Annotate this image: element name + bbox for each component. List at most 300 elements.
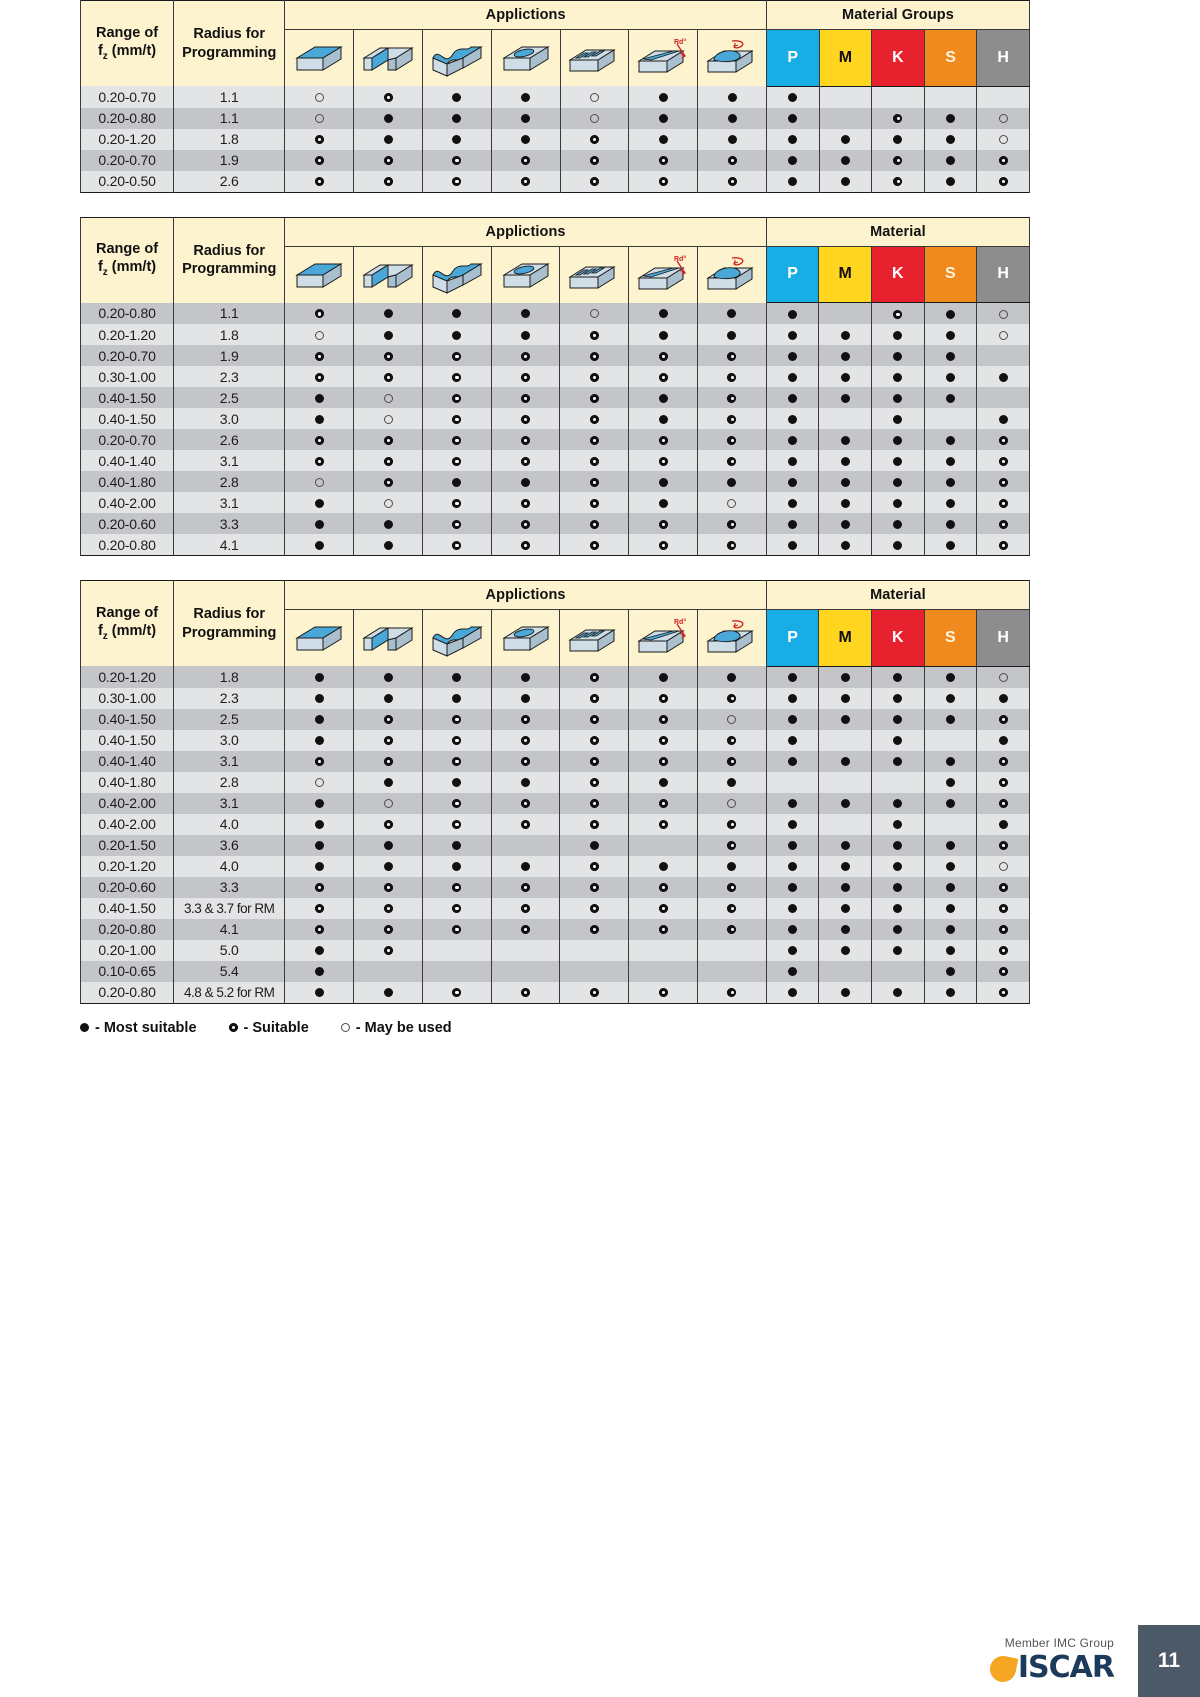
cell-material [872, 513, 925, 534]
mark-suitable [452, 499, 461, 508]
cell-application [422, 751, 491, 772]
mark-most-suitable [893, 352, 902, 361]
cell-application [491, 303, 560, 325]
cell-radius: 1.9 [174, 150, 285, 171]
cell-application [285, 814, 354, 835]
mark-most-suitable [521, 93, 530, 102]
mark-empty [841, 415, 850, 424]
cell-application [629, 324, 698, 345]
material-title: Material [766, 581, 1029, 610]
cell-application [698, 324, 767, 345]
mark-suitable [659, 373, 668, 382]
table-header-titles [81, 217, 1030, 246]
cell-application [491, 982, 560, 1004]
mark-may-be-used [727, 715, 736, 724]
mark-most-suitable [315, 415, 324, 424]
cell-application [698, 730, 767, 751]
cell-range: 0.40-2.00 [81, 814, 174, 835]
cell-radius: 3.1 [174, 450, 285, 471]
mark-most-suitable [999, 694, 1008, 703]
mark-most-suitable [659, 114, 668, 123]
mark-suitable [315, 757, 324, 766]
mark-most-suitable [659, 499, 668, 508]
mark-suitable [893, 156, 902, 165]
cell-application [491, 345, 560, 366]
mark-suitable [590, 177, 599, 186]
material-col-k: K [872, 30, 925, 87]
mark-suitable [727, 373, 736, 382]
cell-range: 0.20-1.00 [81, 940, 174, 961]
mark-most-suitable [893, 135, 902, 144]
cell-application [422, 150, 491, 171]
mark-most-suitable [893, 694, 902, 703]
mark-may-be-used [315, 331, 324, 340]
cell-application [491, 709, 560, 730]
cell-material [977, 150, 1030, 171]
cell-material [766, 513, 819, 534]
mark-most-suitable [521, 778, 530, 787]
table-row [81, 324, 1030, 345]
mark-most-suitable [841, 925, 850, 934]
cell-material [872, 303, 925, 325]
mark-suitable [452, 904, 461, 913]
pocket-milling-icon [491, 246, 560, 303]
cell-application [422, 450, 491, 471]
cell-application [354, 366, 423, 387]
cell-material [766, 814, 819, 835]
cell-application [354, 513, 423, 534]
cell-radius: 3.3 [174, 513, 285, 534]
mark-suitable [590, 331, 599, 340]
cell-application [560, 471, 629, 492]
cell-material [819, 856, 872, 877]
mark-most-suitable [384, 673, 393, 682]
cell-material [819, 450, 872, 471]
mark-suitable [384, 478, 393, 487]
mark-most-suitable [659, 778, 668, 787]
col-header-range: Range of $f_z$ (mm/t) [81, 1, 174, 87]
cell-application [491, 129, 560, 150]
cell-material [819, 108, 872, 129]
cell-application [560, 772, 629, 793]
cell-application [629, 450, 698, 471]
material-col-h: H [977, 30, 1030, 87]
legend-label: - May be used [355, 1019, 452, 1036]
mark-may-be-used [315, 778, 324, 787]
col-header-radius: Radius for Programming [174, 581, 285, 667]
cell-application [354, 171, 423, 193]
mark-suitable [521, 352, 530, 361]
mark-empty [893, 778, 902, 787]
cell-material [977, 940, 1030, 961]
cell-application [422, 856, 491, 877]
cell-material [819, 898, 872, 919]
cell-application [629, 171, 698, 193]
mark-suitable [659, 352, 668, 361]
mark-most-suitable [999, 373, 1008, 382]
svg-text:Rd°: Rd° [674, 255, 687, 263]
cell-material [819, 751, 872, 772]
svg-text:Rd°: Rd° [674, 39, 687, 46]
cell-range: 0.40-1.50 [81, 709, 174, 730]
cell-material [924, 471, 977, 492]
contour-profile-milling-icon [422, 30, 491, 87]
table-row [81, 772, 1030, 793]
cell-application [698, 408, 767, 429]
mark-may-be-used [999, 862, 1008, 871]
cell-radius: 5.4 [174, 961, 285, 982]
mark-suitable [452, 373, 461, 382]
mark-most-suitable [521, 862, 530, 871]
cell-application [422, 366, 491, 387]
material-col-p: P [766, 246, 819, 303]
mark-most-suitable [841, 862, 850, 871]
mark-suitable [999, 988, 1008, 997]
cell-radius: 1.8 [174, 129, 285, 150]
cell-application [354, 129, 423, 150]
mark-most-suitable [452, 331, 461, 340]
mark-most-suitable [521, 135, 530, 144]
mark-most-suitable [946, 757, 955, 766]
cell-material [819, 387, 872, 408]
cell-application [285, 982, 354, 1004]
mark-most-suitable [384, 331, 393, 340]
cell-application [629, 108, 698, 129]
mark-most-suitable [727, 778, 736, 787]
mark-most-suitable [893, 883, 902, 892]
mark-most-suitable [946, 135, 955, 144]
mark-suitable [590, 135, 599, 144]
cell-application [422, 429, 491, 450]
mark-most-suitable [659, 331, 668, 340]
step-ramping-icon [560, 610, 629, 667]
table-row [81, 835, 1030, 856]
mark-most-suitable [452, 841, 461, 850]
mark-most-suitable [727, 478, 736, 487]
mark-most-suitable [893, 331, 902, 340]
cell-radius: 3.0 [174, 730, 285, 751]
cell-application [629, 471, 698, 492]
mark-most-suitable [315, 841, 324, 850]
cell-material [872, 450, 925, 471]
cell-application [629, 150, 698, 171]
mark-suitable [999, 883, 1008, 892]
mark-most-suitable [315, 394, 324, 403]
mark-may-be-used [384, 499, 393, 508]
cell-material [872, 429, 925, 450]
cell-application [354, 108, 423, 129]
cell-material [977, 492, 1030, 513]
cell-application [491, 408, 560, 429]
mark-suitable [727, 694, 736, 703]
cell-material [819, 835, 872, 856]
cell-application [698, 366, 767, 387]
cell-radius: 2.6 [174, 171, 285, 193]
mark-most-suitable [841, 673, 850, 682]
mark-suitable [590, 352, 599, 361]
col-header-radius: Radius for Programming [174, 217, 285, 303]
cell-application [422, 171, 491, 193]
mark-suitable [659, 883, 668, 892]
mark-most-suitable [452, 778, 461, 787]
mark-suitable [659, 925, 668, 934]
mark-suitable [315, 457, 324, 466]
mark-may-be-used [315, 93, 324, 102]
legend-label: - Most suitable [95, 1019, 197, 1036]
mark-suitable [659, 820, 668, 829]
mark-may-be-used [341, 1023, 350, 1032]
cell-application [560, 324, 629, 345]
cell-material [924, 751, 977, 772]
mark-most-suitable [315, 736, 324, 745]
mark-most-suitable [893, 520, 902, 529]
cell-application [354, 666, 423, 688]
table-row [81, 408, 1030, 429]
mark-empty [452, 946, 461, 955]
mark-suitable [590, 415, 599, 424]
mark-most-suitable [315, 799, 324, 808]
cell-application [491, 150, 560, 171]
cell-range: 0.40-1.50 [81, 730, 174, 751]
cell-application [422, 303, 491, 325]
mark-suitable [999, 841, 1008, 850]
cell-application [422, 961, 491, 982]
cell-range: 0.20-0.80 [81, 919, 174, 940]
helical-interpolation-icon [698, 610, 767, 667]
mark-suitable [727, 352, 736, 361]
cell-application [491, 751, 560, 772]
mark-may-be-used [590, 309, 599, 318]
cell-material [872, 793, 925, 814]
material-col-m: M [819, 30, 872, 87]
cell-application [629, 492, 698, 513]
cell-application [354, 303, 423, 325]
mark-suitable [452, 415, 461, 424]
cell-application [422, 534, 491, 556]
mark-most-suitable [841, 373, 850, 382]
mark-empty [659, 841, 668, 850]
mark-most-suitable [384, 135, 393, 144]
cell-application [698, 940, 767, 961]
mark-most-suitable [788, 799, 797, 808]
cell-application [560, 898, 629, 919]
mark-most-suitable [893, 736, 902, 745]
mark-suitable [521, 177, 530, 186]
mark-suitable [452, 736, 461, 745]
mark-suitable [727, 394, 736, 403]
cell-radius: 2.8 [174, 772, 285, 793]
cell-application [698, 471, 767, 492]
cell-application [629, 534, 698, 556]
cell-range: 0.40-2.00 [81, 492, 174, 513]
mark-most-suitable [659, 309, 668, 318]
mark-most-suitable [946, 499, 955, 508]
mark-empty [841, 820, 850, 829]
col-header-range: Range of $f_z$ (mm/t) [81, 581, 174, 667]
mark-most-suitable [384, 309, 393, 318]
cell-application [698, 513, 767, 534]
mark-suitable [452, 988, 461, 997]
cell-material [924, 793, 977, 814]
mark-empty [590, 967, 599, 976]
mark-most-suitable [841, 436, 850, 445]
mark-most-suitable [80, 1023, 89, 1032]
mark-suitable [384, 925, 393, 934]
cell-application [285, 772, 354, 793]
cell-application [560, 793, 629, 814]
cell-application [698, 961, 767, 982]
mark-suitable [893, 114, 902, 123]
cell-material [766, 835, 819, 856]
mark-suitable [590, 520, 599, 529]
mark-most-suitable [841, 478, 850, 487]
mark-most-suitable [788, 93, 797, 102]
mark-most-suitable [841, 988, 850, 997]
mark-most-suitable [315, 988, 324, 997]
mark-most-suitable [521, 478, 530, 487]
table-row [81, 793, 1030, 814]
table-row [81, 492, 1030, 513]
mark-suitable [315, 177, 324, 186]
cell-material [977, 856, 1030, 877]
cell-application [698, 688, 767, 709]
mark-most-suitable [841, 520, 850, 529]
cell-material [977, 429, 1030, 450]
mark-most-suitable [788, 967, 797, 976]
cell-material [977, 86, 1030, 108]
mark-may-be-used [384, 799, 393, 808]
cell-radius: 4.0 [174, 856, 285, 877]
cell-application [354, 919, 423, 940]
cell-radius: 5.0 [174, 940, 285, 961]
mark-most-suitable [788, 946, 797, 955]
cell-material [766, 961, 819, 982]
cell-application [285, 450, 354, 471]
cell-material [924, 387, 977, 408]
cell-application [698, 919, 767, 940]
table-row [81, 108, 1030, 129]
cell-application [285, 898, 354, 919]
material-col-s: S [924, 30, 977, 87]
mark-most-suitable [788, 862, 797, 871]
cell-material [872, 772, 925, 793]
mark-suitable [521, 799, 530, 808]
mark-may-be-used [315, 478, 324, 487]
mark-most-suitable [384, 520, 393, 529]
cell-application [629, 877, 698, 898]
table-row [81, 940, 1030, 961]
mark-most-suitable [946, 778, 955, 787]
mark-suitable [999, 967, 1008, 976]
cell-range: 0.40-2.00 [81, 793, 174, 814]
col-header-range: Range of $f_z$ (mm/t) [81, 217, 174, 303]
logo-swoosh-icon [987, 1654, 1018, 1685]
material-col-s: S [924, 246, 977, 303]
mark-suitable [452, 820, 461, 829]
mark-suitable [999, 946, 1008, 955]
mark-suitable [727, 436, 736, 445]
cell-application [698, 108, 767, 129]
cell-range: 0.20-1.20 [81, 129, 174, 150]
mark-suitable [590, 925, 599, 934]
cell-application [285, 730, 354, 751]
cell-radius: 2.3 [174, 366, 285, 387]
mark-suitable [999, 478, 1008, 487]
mark-suitable [999, 457, 1008, 466]
legend-label: - Suitable [243, 1019, 309, 1036]
mark-suitable [727, 736, 736, 745]
mark-suitable [590, 373, 599, 382]
cell-application [285, 961, 354, 982]
cell-application [698, 492, 767, 513]
cell-material [924, 835, 977, 856]
cell-application [560, 450, 629, 471]
mark-most-suitable [384, 841, 393, 850]
cell-application [285, 835, 354, 856]
cell-material [819, 877, 872, 898]
mark-most-suitable [841, 904, 850, 913]
cell-material [819, 345, 872, 366]
mark-suitable [999, 520, 1008, 529]
mark-most-suitable [893, 715, 902, 724]
cell-application [560, 751, 629, 772]
mark-most-suitable [841, 799, 850, 808]
mark-most-suitable [946, 352, 955, 361]
mark-suitable [315, 904, 324, 913]
cell-radius: 3.1 [174, 492, 285, 513]
mark-most-suitable [841, 883, 850, 892]
cell-range: 0.20-0.70 [81, 345, 174, 366]
mark-may-be-used [384, 415, 393, 424]
cell-material [924, 772, 977, 793]
cell-application [491, 534, 560, 556]
cell-material [924, 666, 977, 688]
mark-most-suitable [946, 310, 955, 319]
cell-application [629, 856, 698, 877]
cell-application [354, 835, 423, 856]
cell-application [560, 408, 629, 429]
cell-material [819, 492, 872, 513]
mark-suitable [315, 135, 324, 144]
cell-radius: 1.8 [174, 324, 285, 345]
cell-material [872, 877, 925, 898]
cell-application [560, 366, 629, 387]
cell-material [819, 688, 872, 709]
cell-application [285, 709, 354, 730]
cell-application [422, 982, 491, 1004]
cell-material [766, 171, 819, 193]
cell-material [819, 171, 872, 193]
contour-profile-milling-icon [422, 246, 491, 303]
mark-may-be-used [315, 114, 324, 123]
mark-suitable [521, 736, 530, 745]
cell-application [629, 129, 698, 150]
mark-empty [659, 946, 668, 955]
cell-application [698, 814, 767, 835]
cell-application [285, 171, 354, 193]
cell-application [354, 793, 423, 814]
tables-container [80, 0, 1030, 1004]
mark-most-suitable [727, 673, 736, 682]
legend-item [80, 1020, 197, 1036]
cell-material [924, 492, 977, 513]
cell-application [422, 387, 491, 408]
helical-interpolation-icon [698, 30, 767, 87]
mark-most-suitable [841, 135, 850, 144]
mark-most-suitable [946, 436, 955, 445]
mark-suitable [315, 883, 324, 892]
page-footer [0, 1577, 1200, 1697]
